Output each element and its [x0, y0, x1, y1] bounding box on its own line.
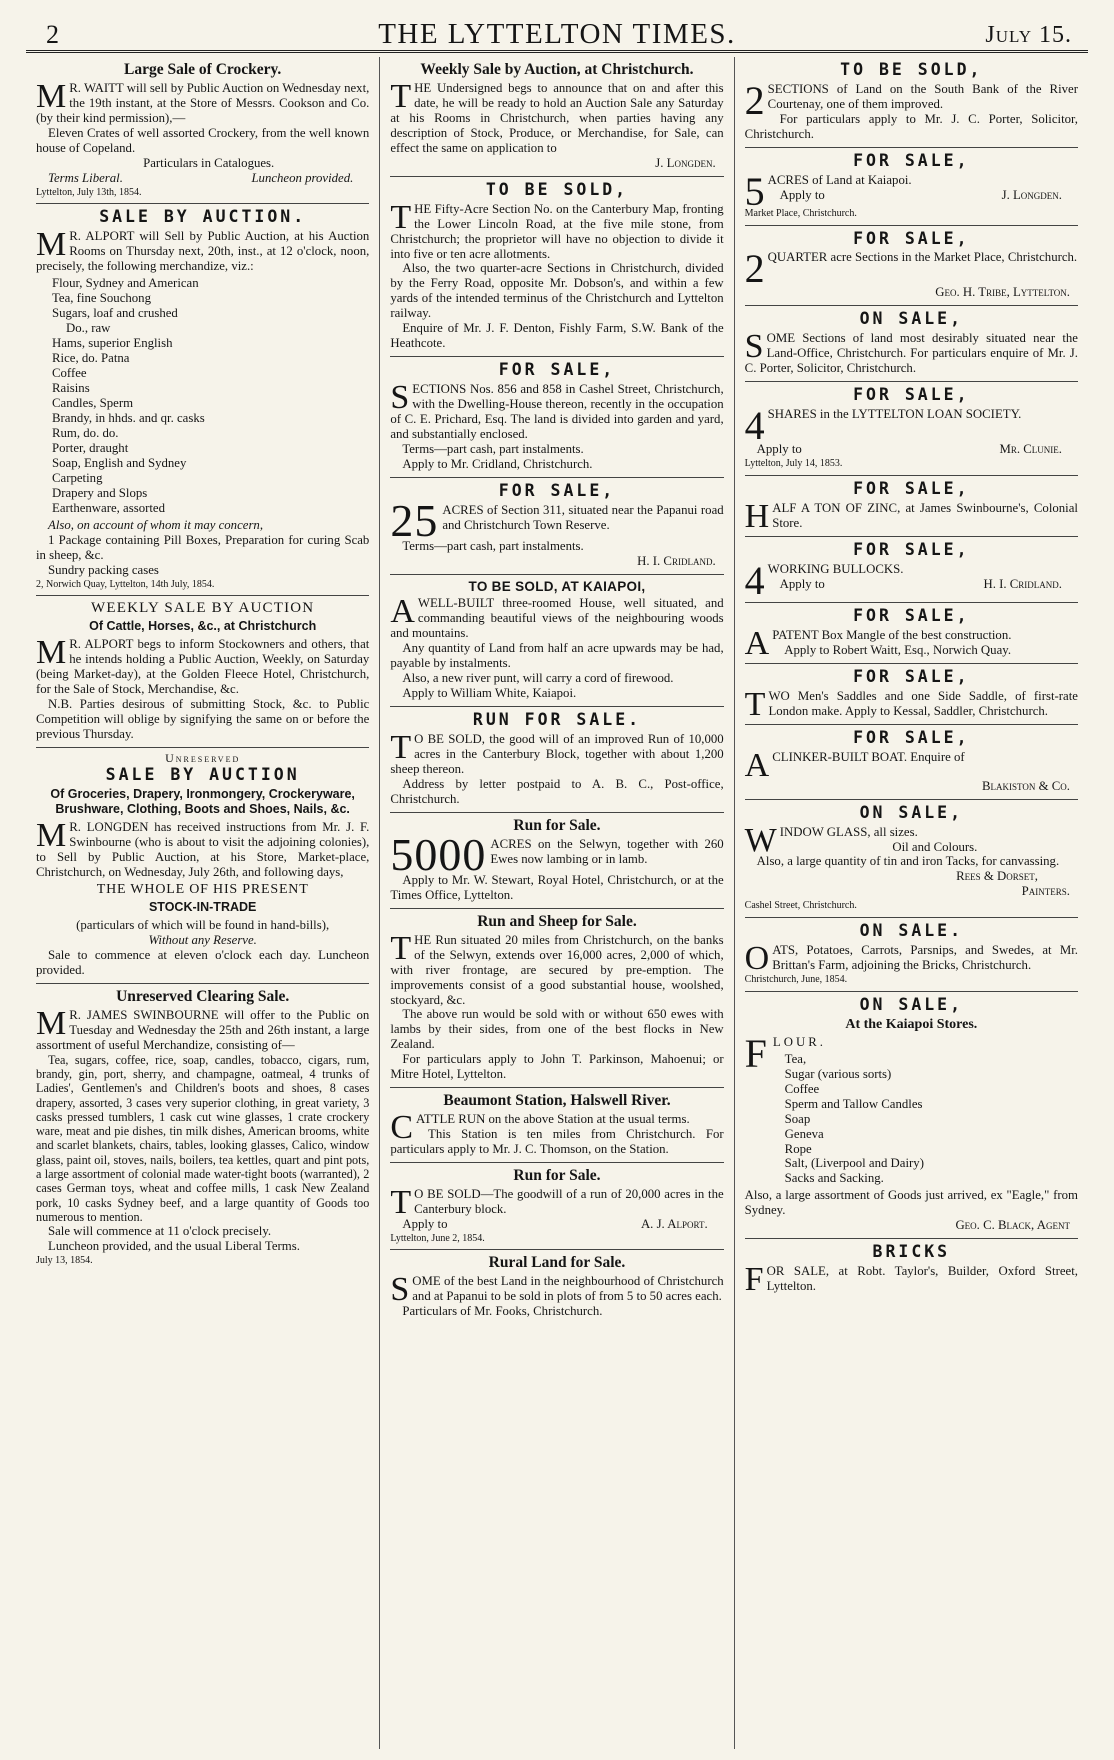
ad-body: 1 Package containing Pill Boxes, Preparation for curing Scab in sheep, &c. — [36, 532, 370, 562]
ad-clinker-boat — [745, 725, 1078, 800]
ad-heading: Beaumont Station, Halswell River. — [443, 1092, 671, 1110]
ad-body: SOME Sections of land most desirably situated near the Land-Office, Christchurch. For particulars enquire of Mr. J. C. Porter, Solicitor, Christchurch. — [744, 328, 1078, 376]
ad-body: MR. ALPORT will Sell by Public Auction, at his Auction Rooms on Thursday next, 20th, inst., at 12 o'clock, noon, precisely, the following merchandize, viz.: — [36, 226, 370, 274]
ad-saddles — [745, 664, 1078, 725]
ad-body: This Station is ten miles from Christchurch. For particulars apply to Mr. J. C. Thomson, on the Station. — [390, 1127, 724, 1157]
list-item: Do., raw — [66, 321, 111, 336]
ad-body: THE Fifty-Acre Section No. on the Canterbury Map, fronting the Lower Lincoln Road, at the five mile stone, from Christchurch; the proprietor will have no objection to divide it into five or ten acre allotments. — [390, 198, 724, 261]
ad-alport-auction — [36, 204, 369, 596]
ad-crockery — [36, 57, 369, 204]
ad-heading: ON SALE, — [859, 309, 964, 329]
ad-body: AWELL-BUILT three-roomed House, well situated, and commanding beautiful views of the neighbouring woods and mountains. — [390, 593, 724, 641]
ad-body: Apply to Robert Waitt, Esq., Norwich Quay. — [784, 642, 1012, 657]
ad-heading: TO BE SOLD, AT KAIAPOI, — [468, 578, 646, 594]
ad-run-20000 — [390, 1163, 723, 1250]
ad-kaiapoi-house — [390, 575, 723, 707]
columns — [26, 57, 1088, 1749]
ad-body: THE Undersigned begs to announce that on and after this date, he will be ready to hold an Auction Sale any Saturday at his Rooms in Christchurch, when parties having any description of Stock, Produce, or Merchandise, for Sale, can effect the same on application to — [390, 77, 724, 155]
ad-run-5000 — [390, 813, 723, 909]
apply-label: Apply to — [779, 576, 825, 591]
ad-body: CATTLE RUN on the above Station at the usual terms. — [390, 1109, 690, 1147]
ad-body: THE Run situated 20 miles from Christchurch, on the banks of the Selwyn, extends over 16,000 acres, 2,000 of which, with river frontage, are secured by pre-emption. The improvements consist of a good substantial house, woolshed, stockyard, &c. — [390, 929, 724, 1007]
ad-body: THE WHOLE OF HIS PRESENT — [96, 881, 309, 897]
list-item: Rope — [784, 1141, 812, 1156]
list-item: Tea, fine Souchong — [52, 291, 151, 306]
ad-heading: FOR SALE, — [853, 605, 970, 625]
ad-body: Oil and Colours. — [892, 839, 978, 854]
list-item: Geneva — [784, 1126, 824, 1141]
ad-body: ACRES of Section 311, situated near the Papanui road and Christchurch Town Reserve. — [442, 503, 724, 532]
list-item: Soap — [784, 1111, 811, 1126]
ad-body: ACRES on the Selwyn, together with 260 Ewes now lambing or in lamb. — [490, 836, 724, 866]
list-item: Coffee — [52, 365, 87, 380]
ad-weekly-longden — [390, 57, 723, 177]
ad-body: Terms—part cash, part instalments. — [402, 539, 584, 554]
list-item: Sugars, loaf and crushed — [52, 306, 178, 321]
ad-body: Apply to William White, Kaiapoi. — [402, 686, 577, 701]
ad-body: Also, a large quantity of tin and iron Tacks, for canvassing. — [756, 854, 1060, 869]
apply-name: J. Longden. — [1001, 187, 1062, 202]
apply-label: Apply to — [779, 187, 825, 202]
ad-body: Particulars in Catalogues. — [143, 155, 275, 170]
ad-twentyfive-acres — [390, 478, 723, 575]
ad-bullocks — [745, 537, 1078, 603]
ad-kaiapoi-stores — [745, 992, 1078, 1240]
ad-body: Also, a new river punt, will carry a cord of firewood. — [402, 671, 674, 686]
ad-cashel-sections — [390, 357, 723, 478]
ad-body: 4SHARES in the LYTTELTON LOAN SOCIETY. — [744, 403, 1022, 449]
ad-body: APATENT Box Mangle of the best construction. — [744, 624, 1012, 662]
ad-heading: Run for Sale. — [513, 1167, 601, 1185]
ad-body: Address by letter postpaid to A. B. C., Post-office, Christchurch. — [390, 777, 724, 807]
ad-body: MR. ALPORT begs to inform Stockowners and others, that he intends holding a Public Auction, Weekly, on Saturday (being Market-day), at the Golden Fleece Hotel, Christchurch, for the Sale of Stock, Merchandise, &c. — [36, 634, 370, 697]
ad-heading: Large Sale of Crockery. — [124, 61, 282, 78]
ad-body: MR. WAITT will sell by Public Auction on Wednesday next, the 19th instant, at the Store of Messrs. Cookson and Co. (by their kind permission),— — [36, 77, 370, 125]
list-item: Sacks and Sacking. — [784, 1171, 884, 1186]
ad-box-mangle — [745, 603, 1078, 664]
apply-name: H. I. Cridland. — [983, 576, 1062, 591]
ad-body: TO BE SOLD—The goodwill of a run of 20,000 acres in the Canterbury block. — [390, 1183, 724, 1221]
ad-body: FOR SALE, at Robt. Taylor's, Builder, Oxford Street, Lyttelton. — [744, 1261, 1078, 1299]
ad-signature: Painters. — [1021, 884, 1070, 899]
ad-signature: Blakiston & Co. — [982, 778, 1070, 793]
ad-heading: Unreserved Clearing Sale. — [116, 988, 290, 1006]
ad-body: The above run would be sold with or without 650 ewes with lambs by their sides, from one of the best flocks in New Zealand. — [390, 1007, 724, 1052]
ad-body: Particulars of Mr. Fooks, Christchurch. — [402, 1304, 603, 1319]
ad-weekly-christchurch — [36, 596, 369, 748]
list-item: Soap, English and Sydney — [52, 455, 187, 470]
ad-heading: Weekly Sale by Auction, at Christchurch. — [420, 61, 694, 78]
ad-signature: Rees & Dorset, — [956, 869, 1038, 884]
ad-body: WINDOW GLASS, all sizes. — [744, 821, 918, 859]
ad-heading: Rural Land for Sale. — [488, 1254, 626, 1272]
ad-body: OATS, Potatoes, Carrots, Parsnips, and Swedes, at Mr. Brittan's Farm, adjoining the Bricks, Christchurch. — [744, 940, 1078, 978]
ad-quarter-acre — [745, 226, 1078, 307]
ad-body: 2QUARTER acre Sections in the Market Place, Christchurch. — [744, 246, 1078, 292]
column-2 — [379, 57, 733, 1749]
list-item: Raisins — [52, 380, 90, 395]
list-item: Tea, — [784, 1051, 807, 1066]
list-item: Carpeting — [52, 470, 103, 485]
ad-body: TO BE SOLD, the good will of an improved Run of 10,000 acres in the Canterbury Block, together with about 1,200 sheep thereon. — [390, 729, 724, 777]
ad-heading: SALE BY AUCTION. — [99, 207, 307, 227]
ad-heading: FOR SALE, — [853, 385, 970, 405]
ad-dateline: Market Place, Christchurch. — [744, 207, 857, 219]
list-item: Brandy, in hhds. and qr. casks — [52, 410, 205, 425]
merchandise-list — [36, 276, 369, 516]
ad-body: Sale to commence at eleven o'clock each day. Luncheon provided. — [36, 948, 370, 978]
masthead — [26, 14, 1088, 53]
ad-body: Apply to Mr. W. Stewart, Royal Hotel, Christchurch, or at the Times Office, Lyttelton. — [390, 872, 724, 902]
ad-heading: BRICKS — [872, 1242, 951, 1262]
ad-apply-line — [768, 188, 1078, 203]
ad-heading: FOR SALE, — [498, 481, 616, 501]
ad-body: 2SECTIONS of Land on the South Bank of the River Courtenay, one of them improved. — [744, 77, 1078, 123]
ad-body: (particulars of which will be found in hand-bills), — [76, 918, 330, 933]
list-item: Earthenware, assorted — [52, 500, 165, 515]
ad-heading: FOR SALE, — [853, 150, 970, 170]
list-item: Flour, Sydney and American — [52, 276, 199, 291]
ad-terms — [36, 171, 369, 186]
ad-lead: FLOUR. — [744, 1030, 826, 1076]
ad-body: Sale will commence at 11 o'clock precisely. — [48, 1224, 272, 1239]
ad-loan-society-shares — [745, 382, 1078, 476]
ad-body: Also, on account of whom it may concern, — [48, 517, 264, 532]
apply-label: Apply to — [756, 442, 802, 457]
ad-sections-on-sale — [745, 306, 1078, 382]
ad-rural-land — [390, 1250, 723, 1324]
ad-subheading: STOCK-IN-TRADE — [148, 900, 257, 915]
ad-run-for-sale — [390, 707, 723, 813]
list-item: Hams, superior English — [52, 336, 173, 351]
apply-name: Mr. Clunie. — [999, 442, 1062, 457]
ad-body: 4WORKING BULLOCKS. — [744, 557, 904, 603]
ad-body: Any quantity of Land from half an acre upwards may be had, payable by instalments. — [390, 641, 724, 671]
ad-signature: Geo. H. Tribe, Lyttelton. — [935, 285, 1070, 300]
ad-body: Apply to Mr. Cridland, Christchurch. — [402, 457, 593, 472]
ad-body: 5ACRES of Land at Kaiapoi. — [744, 168, 912, 214]
ad-heading: TO BE SOLD, — [840, 60, 983, 79]
list-item: Drapery and Slops — [52, 485, 148, 500]
ad-dateline: Christchurch, June, 1854. — [744, 973, 848, 985]
ad-body: For particulars apply to Mr. J. C. Porter, Solicitor, Christchurch. — [744, 111, 1078, 141]
ad-body: Terms—part cash, part instalments. — [402, 442, 584, 457]
ad-subheading: At the Kaiapoi Stores. — [845, 1016, 978, 1032]
ad-five-acres — [745, 148, 1078, 226]
ad-heading: FOR SALE, — [853, 539, 970, 559]
large-numeral: 25 — [390, 495, 439, 547]
ad-beaumont-station — [390, 1088, 723, 1163]
ad-apply-line — [768, 577, 1078, 592]
ad-south-bank — [745, 57, 1078, 148]
ad-fifty-acre — [390, 177, 723, 358]
ad-body: Sundry packing cases — [48, 562, 159, 577]
ad-clearing-sale — [36, 984, 369, 1272]
ad-heading: ON SALE. — [859, 921, 964, 941]
ad-body: N.B. Parties desirous of submitting Stock, &c. to Public Competition will oblige by signifying the same on or before the previous Thursday. — [36, 697, 370, 742]
ad-heading: RUN FOR SALE. — [472, 710, 642, 730]
ad-body: HALF A TON OF ZINC, at James Swinbourne's, Colonial Store. — [744, 497, 1078, 535]
ad-heading: FOR SALE, — [498, 360, 616, 380]
ad-body: MR. JAMES SWINBOURNE will offer to the Public on Tuesday and Wednesday the 25th and 26th instant, a large assortment of useful Merchandize, consisting of— — [36, 1004, 370, 1052]
ad-heading: Run for Sale. — [513, 817, 601, 835]
ad-dateline: Lyttelton, June 2, 1854. — [390, 1232, 485, 1244]
ad-signature: Geo. C. Black, Agent — [955, 1218, 1070, 1233]
ad-dateline: Cashel Street, Christchurch. — [744, 900, 857, 912]
ad-dateline: July 13, 1854. — [36, 1254, 93, 1266]
ad-heading: FOR SALE, — [853, 228, 970, 248]
ad-kicker: Unreserved — [165, 751, 241, 766]
ad-body: ACLINKER-BUILT BOAT. Enquire of — [744, 746, 965, 784]
ad-dateline: Lyttelton, July 14, 1853. — [744, 458, 843, 470]
ad-subheading: Of Cattle, Horses, &c., at Christchurch — [89, 619, 317, 634]
stores-list — [745, 1052, 1078, 1187]
ad-heading: FOR SALE, — [853, 666, 970, 686]
ad-bricks — [745, 1239, 1078, 1299]
ad-dateline: 2, Norwich Quay, Lyttelton, 14th July, 1854. — [36, 578, 215, 590]
ad-body: Tea, sugars, coffee, rice, soap, candles, tobacco, cigars, rum, brandy, gin, port, sherry, and champagne, oatmeal, 4 trunks of Ladies', Gentlemen's and Children's boots and shoes, 8 cases drapery, assorted, 3 cases very superior clothing, in great variety, 3 casks pressed tumblers, 1 cask cut wine glasses, 1 crate crockery ware, meat and pie dishes, tin milk dishes, American brooms, white and scarlet blankets, chairs, tables, looking glasses, Calico, window glass, paint oil, stoves, nails, boilers, tea kettles, quart and pint pots, a large assortment of colonial made water-tight boots (warranted), 2 cases German toys, wheat and coffee mills, 1 cask New Zealand pork, 10 casks Sydney beef, and a large quantity of Goods too numerous to mention. — [36, 1052, 370, 1224]
ad-oats — [745, 918, 1078, 992]
ad-window-glass — [745, 800, 1078, 919]
ad-body: Also, the two quarter-acre Sections in Christchurch, divided by the Ferry Road, opposite Mr. Dobson's, and within a few yards of the intended terminus of the Christchurch and Lyttelton railway. — [390, 261, 724, 321]
list-item: Porter, draught — [52, 440, 129, 455]
ad-run-and-sheep — [390, 909, 723, 1089]
page-number: 2 — [46, 20, 59, 49]
ad-heading: SALE BY AUCTION — [105, 765, 300, 785]
list-item: Rum, do. do. — [52, 425, 119, 440]
ad-dateline: Lyttelton, July 13th, 1854. — [36, 186, 142, 198]
ad-signature: H. I. Cridland. — [637, 554, 716, 568]
ad-signature: J. Longden. — [655, 155, 716, 170]
list-item: Coffee — [784, 1081, 820, 1096]
column-3 — [734, 57, 1088, 1749]
ad-subheading: Of Groceries, Drapery, Ironmongery, Crockeryware, Brushware, Clothing, Boots and Shoes, Nails, &c. — [50, 787, 355, 817]
ad-heading: FOR SALE, — [853, 727, 970, 747]
ad-body: Luncheon provided, and the usual Liberal Terms. — [48, 1239, 300, 1254]
ad-body: Also, a large assortment of Goods just arrived, ex "Eagle," from Sydney. — [744, 1188, 1078, 1218]
ad-body: SECTIONS Nos. 856 and 858 in Cashel Street, Christchurch, with the Dwelling-House thereon, recently in the occupation of C. E. Prichard, Esq. The land is divided into garden and yard, and substantially enclosed. — [390, 379, 724, 442]
ad-body: SOME of the best Land in the neighbourhood of Christchurch and at Papanui to be sold in plots of from 5 to 50 acres each. — [390, 1271, 724, 1309]
column-1 — [26, 57, 379, 1749]
ad-unreserved-sale — [36, 748, 369, 984]
ad-body: Without any Reserve. — [148, 933, 257, 948]
luncheon-text: Luncheon provided. — [251, 170, 354, 185]
apply-name: A. J. Alport. — [640, 1216, 708, 1231]
list-item: Salt, (Liverpool and Dairy) — [784, 1156, 924, 1171]
ad-heading: ON SALE, — [859, 802, 964, 822]
issue-date: July 15. — [985, 22, 1072, 48]
apply-label: Apply to — [402, 1216, 448, 1231]
ad-body: For particulars apply to John T. Parkinson, Mahoenui; or Mitre Hotel, Lyttelton. — [390, 1052, 724, 1082]
ad-zinc — [745, 476, 1078, 537]
ad-heading: TO BE SOLD, — [485, 179, 629, 199]
ad-body: TWO Men's Saddles and one Side Saddle, of first-rate London make. Apply to Kessal, Saddler, Christchurch. — [744, 685, 1078, 723]
list-item: Sperm and Tallow Candles — [784, 1096, 923, 1111]
newspaper-title: THE LYTTELTON TIMES. — [378, 18, 736, 50]
ad-body: Eleven Crates of well assorted Crockery, from the well known house of Copeland. — [36, 125, 370, 155]
ad-body: MR. LONGDEN has received instructions from Mr. J. F. Swinbourne (who is about to visit the adjoining colonies), to Sell by Public Auction, at his Store, Market-place, Christchurch, on Wednesday, July 26th, and following days, — [36, 817, 370, 879]
terms-text: Terms Liberal. — [48, 170, 123, 185]
ad-body: Enquire of Mr. J. F. Denton, Fishly Farm, S.W. Bank of the Heathcote. — [390, 321, 724, 351]
ad-heading: ON SALE, — [859, 994, 964, 1014]
ad-apply-line — [390, 1217, 723, 1232]
ad-heading: Run and Sheep for Sale. — [477, 912, 637, 930]
large-numeral: 5000 — [390, 828, 487, 880]
list-item: Rice, do. Patna — [52, 351, 130, 365]
ad-apply-line — [745, 442, 1078, 457]
ad-heading: FOR SALE, — [853, 478, 970, 498]
list-item: Candles, Sperm — [52, 395, 134, 410]
list-item: Sugar (various sorts) — [784, 1066, 892, 1081]
ad-heading: WEEKLY SALE BY AUCTION — [90, 600, 315, 617]
